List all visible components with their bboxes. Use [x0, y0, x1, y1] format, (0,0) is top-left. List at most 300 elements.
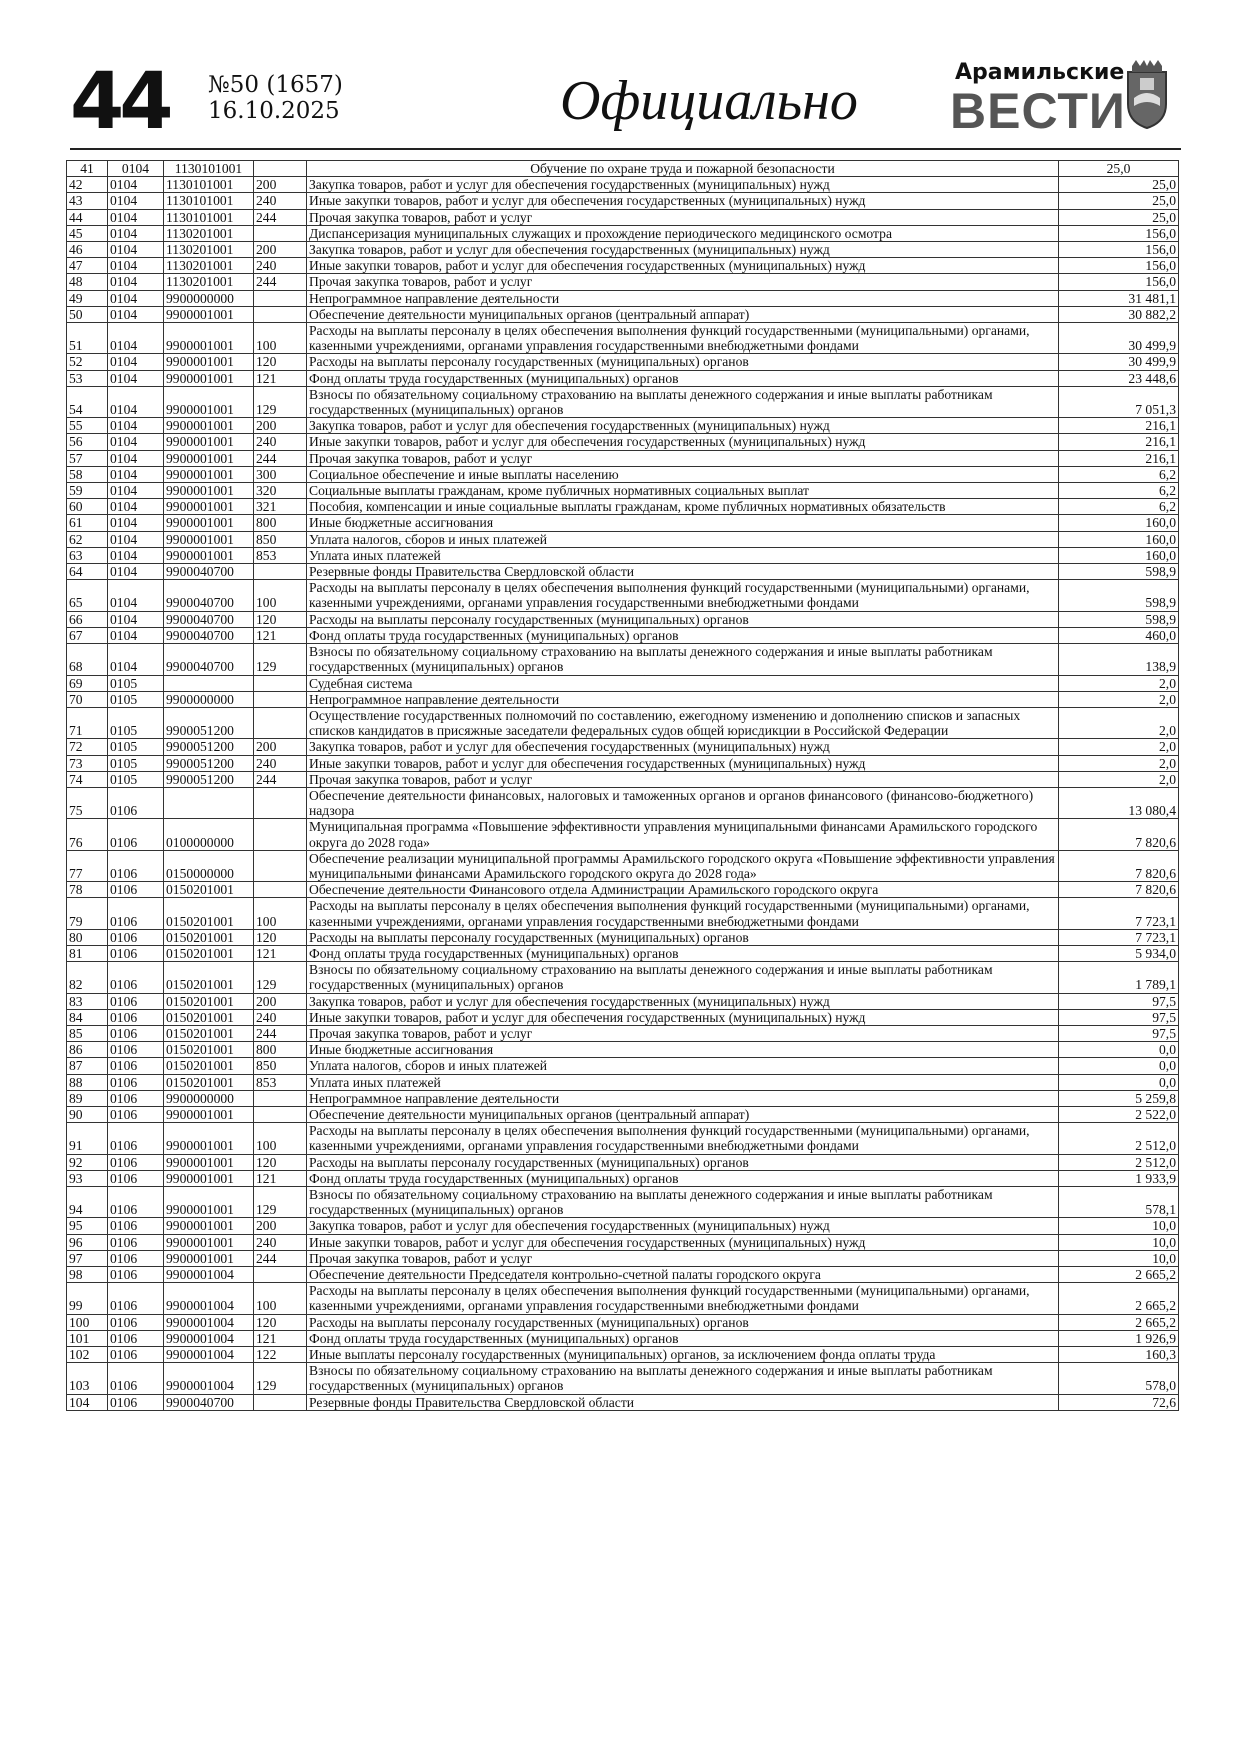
target-code-cell: 9900000000: [164, 290, 254, 306]
description-cell: Расходы на выплаты персоналу в целях обеспечения выполнения функций государственными (муниципальными) органами, казенными учреждениями, органами управления государственными внебюджетными фондами: [307, 1283, 1059, 1314]
amount-cell: 578,1: [1059, 1187, 1179, 1218]
table-row: [67, 580, 1179, 611]
section-code-cell: 0106: [108, 1394, 164, 1410]
table-row: [67, 1250, 1179, 1266]
description-cell: Взносы по обязательному социальному страхованию на выплаты денежного содержания и иные выплаты работникам государственных (муниципальных) органов: [307, 644, 1059, 675]
section-code-cell: 0104: [108, 564, 164, 580]
amount-cell: 31 481,1: [1059, 290, 1179, 306]
description-cell: Осуществление государственных полномочий по составлению, ежегодному изменению и дополнению списков и запасных списков кандидатов в присяжные заседатели федеральных судов общей юрисдикции в Российской Федерации: [307, 707, 1059, 738]
table-row: [67, 787, 1179, 818]
expense-type-cell: 120: [254, 354, 307, 370]
expense-type-cell: [254, 1106, 307, 1122]
expense-type-cell: 244: [254, 1250, 307, 1266]
row-number-cell: 85: [67, 1025, 108, 1041]
table-row: [67, 323, 1179, 354]
description-cell: Закупка товаров, работ и услуг для обеспечения государственных (муниципальных) нужд: [307, 739, 1059, 755]
section-code-cell: 0104: [108, 354, 164, 370]
target-code-cell: 1130101001: [164, 161, 254, 177]
expense-type-cell: 129: [254, 1363, 307, 1394]
section-code-cell: 0106: [108, 1009, 164, 1025]
target-code-cell: 9900001001: [164, 418, 254, 434]
amount-cell: 598,9: [1059, 611, 1179, 627]
target-code-cell: 9900001001: [164, 306, 254, 322]
amount-cell: 97,5: [1059, 993, 1179, 1009]
expense-type-cell: 121: [254, 945, 307, 961]
table-row: [67, 1218, 1179, 1234]
expense-type-cell: 240: [254, 193, 307, 209]
section-code-cell: 0106: [108, 1218, 164, 1234]
table-row: [67, 611, 1179, 627]
target-code-cell: 9900040700: [164, 564, 254, 580]
amount-cell: 138,9: [1059, 644, 1179, 675]
section-code-cell: 0104: [108, 515, 164, 531]
section-code-cell: 0106: [108, 787, 164, 818]
target-code-cell: [164, 675, 254, 691]
description-cell: Иные бюджетные ассигнования: [307, 1042, 1059, 1058]
section-code-cell: 0104: [108, 434, 164, 450]
amount-cell: 2 665,2: [1059, 1283, 1179, 1314]
section-code-cell: 0106: [108, 898, 164, 929]
section-code-cell: 0106: [108, 1283, 164, 1314]
expense-type-cell: 244: [254, 274, 307, 290]
description-cell: Прочая закупка товаров, работ и услуг: [307, 209, 1059, 225]
section-code-cell: 0105: [108, 675, 164, 691]
expense-type-cell: 100: [254, 898, 307, 929]
table-row: [67, 882, 1179, 898]
table-row: [67, 515, 1179, 531]
amount-cell: 25,0: [1059, 193, 1179, 209]
target-code-cell: 9900051200: [164, 771, 254, 787]
amount-cell: 2,0: [1059, 675, 1179, 691]
amount-cell: 97,5: [1059, 1009, 1179, 1025]
target-code-cell: 9900001001: [164, 1154, 254, 1170]
row-number-cell: 103: [67, 1363, 108, 1394]
section-code-cell: 0105: [108, 755, 164, 771]
expense-type-cell: 800: [254, 1042, 307, 1058]
row-number-cell: 72: [67, 739, 108, 755]
section-code-cell: 0106: [108, 1314, 164, 1330]
target-code-cell: 9900040700: [164, 644, 254, 675]
expense-type-cell: [254, 290, 307, 306]
target-code-cell: 0150201001: [164, 898, 254, 929]
target-code-cell: 9900001001: [164, 1218, 254, 1234]
target-code-cell: 9900001001: [164, 1170, 254, 1186]
table-row: [67, 450, 1179, 466]
amount-cell: 7 723,1: [1059, 898, 1179, 929]
section-code-cell: 0104: [108, 225, 164, 241]
expense-type-cell: [254, 819, 307, 850]
target-code-cell: 9900001001: [164, 450, 254, 466]
expense-type-cell: [254, 850, 307, 881]
description-cell: Иные закупки товаров, работ и услуг для обеспечения государственных (муниципальных) нужд: [307, 755, 1059, 771]
table-row: [67, 627, 1179, 643]
issue-info: [208, 72, 343, 124]
section-code-cell: 0104: [108, 161, 164, 177]
row-number-cell: 46: [67, 242, 108, 258]
section-code-cell: 0104: [108, 290, 164, 306]
amount-cell: 156,0: [1059, 242, 1179, 258]
row-number-cell: 98: [67, 1267, 108, 1283]
expense-type-cell: 244: [254, 209, 307, 225]
table-row: [67, 258, 1179, 274]
section-code-cell: 0104: [108, 418, 164, 434]
section-code-cell: 0104: [108, 483, 164, 499]
row-number-cell: 82: [67, 962, 108, 993]
expense-type-cell: 853: [254, 1074, 307, 1090]
table-row: [67, 1330, 1179, 1346]
description-cell: Закупка товаров, работ и услуг для обеспечения государственных (муниципальных) нужд: [307, 993, 1059, 1009]
section-code-cell: 0104: [108, 499, 164, 515]
row-number-cell: 57: [67, 450, 108, 466]
expense-type-cell: [254, 225, 307, 241]
row-number-cell: 90: [67, 1106, 108, 1122]
row-number-cell: 102: [67, 1347, 108, 1363]
description-cell: Социальное обеспечение и иные выплаты населению: [307, 466, 1059, 482]
amount-cell: 10,0: [1059, 1234, 1179, 1250]
description-cell: Фонд оплаты труда государственных (муниципальных) органов: [307, 370, 1059, 386]
amount-cell: 160,0: [1059, 515, 1179, 531]
description-cell: Иные закупки товаров, работ и услуг для обеспечения государственных (муниципальных) нужд: [307, 193, 1059, 209]
section-code-cell: 0106: [108, 1234, 164, 1250]
table-row: [67, 771, 1179, 787]
table-row: [67, 483, 1179, 499]
row-number-cell: 47: [67, 258, 108, 274]
target-code-cell: 9900001001: [164, 1123, 254, 1154]
table-row: [67, 386, 1179, 417]
amount-cell: 25,0: [1059, 161, 1179, 177]
row-number-cell: 64: [67, 564, 108, 580]
description-cell: Взносы по обязательному социальному страхованию на выплаты денежного содержания и иные выплаты работникам государственных (муниципальных) органов: [307, 1363, 1059, 1394]
section-code-cell: 0105: [108, 739, 164, 755]
description-cell: Расходы на выплаты персоналу государственных (муниципальных) органов: [307, 1314, 1059, 1330]
row-number-cell: 52: [67, 354, 108, 370]
section-code-cell: 0105: [108, 771, 164, 787]
table-row: [67, 819, 1179, 850]
amount-cell: 1 926,9: [1059, 1330, 1179, 1346]
expense-type-cell: 240: [254, 1234, 307, 1250]
description-cell: Взносы по обязательному социальному страхованию на выплаты денежного содержания и иные выплаты работникам государственных (муниципальных) органов: [307, 386, 1059, 417]
section-code-cell: 0104: [108, 370, 164, 386]
amount-cell: 10,0: [1059, 1218, 1179, 1234]
table-row: [67, 370, 1179, 386]
amount-cell: 2,0: [1059, 755, 1179, 771]
target-code-cell: 0150201001: [164, 929, 254, 945]
amount-cell: 156,0: [1059, 258, 1179, 274]
expense-type-cell: 200: [254, 993, 307, 1009]
target-code-cell: 9900001001: [164, 370, 254, 386]
amount-cell: 2,0: [1059, 691, 1179, 707]
amount-cell: 6,2: [1059, 466, 1179, 482]
amount-cell: 216,1: [1059, 434, 1179, 450]
row-number-cell: 78: [67, 882, 108, 898]
description-cell: Резервные фонды Правительства Свердловской области: [307, 1394, 1059, 1410]
table-row: [67, 1170, 1179, 1186]
amount-cell: 30 882,2: [1059, 306, 1179, 322]
amount-cell: 2,0: [1059, 707, 1179, 738]
expense-type-cell: 200: [254, 739, 307, 755]
section-code-cell: 0106: [108, 1123, 164, 1154]
section-code-cell: 0104: [108, 177, 164, 193]
target-code-cell: 9900051200: [164, 755, 254, 771]
target-code-cell: 1130101001: [164, 209, 254, 225]
section-code-cell: 0105: [108, 691, 164, 707]
row-number-cell: 61: [67, 515, 108, 531]
expense-type-cell: 129: [254, 962, 307, 993]
target-code-cell: 9900001004: [164, 1314, 254, 1330]
expense-type-cell: 200: [254, 242, 307, 258]
description-cell: Непрограммное направление деятельности: [307, 1090, 1059, 1106]
row-number-cell: 41: [67, 161, 108, 177]
expense-type-cell: 244: [254, 1025, 307, 1041]
section-code-cell: 0105: [108, 707, 164, 738]
section-code-cell: 0104: [108, 450, 164, 466]
description-cell: Расходы на выплаты персоналу в целях обеспечения выполнения функций государственными (муниципальными) органами, казенными учреждениями, органами управления государственными внебюджетными фондами: [307, 323, 1059, 354]
table-row: [67, 306, 1179, 322]
target-code-cell: 9900040700: [164, 580, 254, 611]
target-code-cell: 0150000000: [164, 850, 254, 881]
target-code-cell: 9900001001: [164, 386, 254, 417]
description-cell: Резервные фонды Правительства Свердловской области: [307, 564, 1059, 580]
row-number-cell: 89: [67, 1090, 108, 1106]
target-code-cell: 9900001004: [164, 1347, 254, 1363]
expense-type-cell: 100: [254, 580, 307, 611]
description-cell: Взносы по обязательному социальному страхованию на выплаты денежного содержания и иные выплаты работникам государственных (муниципальных) органов: [307, 1187, 1059, 1218]
row-number-cell: 80: [67, 929, 108, 945]
table-row: [67, 945, 1179, 961]
target-code-cell: 9900001001: [164, 1106, 254, 1122]
section-title: Официально: [560, 70, 858, 132]
section-code-cell: 0106: [108, 1187, 164, 1218]
description-cell: Расходы на выплаты персоналу государственных (муниципальных) органов: [307, 611, 1059, 627]
coat-of-arms-icon: [1122, 58, 1172, 130]
table-row: [67, 1042, 1179, 1058]
amount-cell: 1 933,9: [1059, 1170, 1179, 1186]
section-code-cell: 0104: [108, 323, 164, 354]
description-cell: Иные бюджетные ассигнования: [307, 515, 1059, 531]
amount-cell: 598,9: [1059, 580, 1179, 611]
row-number-cell: 56: [67, 434, 108, 450]
expense-type-cell: 129: [254, 1187, 307, 1218]
row-number-cell: 99: [67, 1283, 108, 1314]
target-code-cell: 9900051200: [164, 739, 254, 755]
amount-cell: 6,2: [1059, 499, 1179, 515]
table-row: [67, 739, 1179, 755]
table-row: [67, 675, 1179, 691]
budget-table: [66, 160, 1179, 1411]
section-code-cell: 0104: [108, 386, 164, 417]
target-code-cell: 9900001004: [164, 1283, 254, 1314]
row-number-cell: 43: [67, 193, 108, 209]
row-number-cell: 53: [67, 370, 108, 386]
target-code-cell: 9900001001: [164, 547, 254, 563]
expense-type-cell: 240: [254, 755, 307, 771]
amount-cell: 460,0: [1059, 627, 1179, 643]
expense-type-cell: [254, 882, 307, 898]
row-number-cell: 95: [67, 1218, 108, 1234]
amount-cell: 7 820,6: [1059, 882, 1179, 898]
description-cell: Иные закупки товаров, работ и услуг для обеспечения государственных (муниципальных) нужд: [307, 258, 1059, 274]
amount-cell: 0,0: [1059, 1074, 1179, 1090]
table-row: [67, 1394, 1179, 1410]
expense-type-cell: 200: [254, 418, 307, 434]
table-row: [67, 850, 1179, 881]
amount-cell: 97,5: [1059, 1025, 1179, 1041]
table-row: [67, 242, 1179, 258]
table-row: [67, 290, 1179, 306]
target-code-cell: 1130101001: [164, 177, 254, 193]
target-code-cell: 0150201001: [164, 962, 254, 993]
target-code-cell: 9900001001: [164, 483, 254, 499]
section-code-cell: 0104: [108, 611, 164, 627]
description-cell: Обеспечение деятельности Финансового отдела Администрации Арамильского городского округа: [307, 882, 1059, 898]
expense-type-cell: [254, 787, 307, 818]
target-code-cell: 1130201001: [164, 242, 254, 258]
section-code-cell: 0104: [108, 466, 164, 482]
row-number-cell: 91: [67, 1123, 108, 1154]
section-code-cell: 0106: [108, 1267, 164, 1283]
description-cell: Обеспечение деятельности муниципальных органов (центральный аппарат): [307, 1106, 1059, 1122]
section-code-cell: 0104: [108, 580, 164, 611]
expense-type-cell: 200: [254, 177, 307, 193]
row-number-cell: 86: [67, 1042, 108, 1058]
section-code-cell: 0104: [108, 306, 164, 322]
expense-type-cell: 244: [254, 771, 307, 787]
description-cell: Пособия, компенсации и иные социальные выплаты гражданам, кроме публичных нормативных обязательств: [307, 499, 1059, 515]
description-cell: Муниципальная программа «Повышение эффективности управления муниципальными финансами Арамильского городского округа до 2028 года»: [307, 819, 1059, 850]
description-cell: Прочая закупка товаров, работ и услуг: [307, 771, 1059, 787]
table-row: [67, 274, 1179, 290]
target-code-cell: 9900000000: [164, 691, 254, 707]
description-cell: Расходы на выплаты персоналу государственных (муниципальных) органов: [307, 354, 1059, 370]
row-number-cell: 48: [67, 274, 108, 290]
description-cell: Фонд оплаты труда государственных (муниципальных) органов: [307, 1330, 1059, 1346]
target-code-cell: 0150201001: [164, 945, 254, 961]
description-cell: Обеспечение деятельности финансовых, налоговых и таможенных органов и органов финансового (финансово-бюджетного) надзора: [307, 787, 1059, 818]
description-cell: Прочая закупка товаров, работ и услуг: [307, 450, 1059, 466]
amount-cell: 30 499,9: [1059, 354, 1179, 370]
expense-type-cell: 100: [254, 323, 307, 354]
table-row: [67, 354, 1179, 370]
amount-cell: 0,0: [1059, 1058, 1179, 1074]
section-code-cell: 0106: [108, 1170, 164, 1186]
row-number-cell: 93: [67, 1170, 108, 1186]
table-row: [67, 547, 1179, 563]
section-code-cell: 0104: [108, 258, 164, 274]
section-code-cell: 0106: [108, 1363, 164, 1394]
description-cell: Расходы на выплаты персоналу в целях обеспечения выполнения функций государственными (муниципальными) органами, казенными учреждениями, органами управления государственными внебюджетными фондами: [307, 580, 1059, 611]
amount-cell: 156,0: [1059, 274, 1179, 290]
amount-cell: 2,0: [1059, 739, 1179, 755]
description-cell: Обеспечение реализации муниципальной программы Арамильского городского округа «Повышение эффективности управления муниципальными финансами Арамильского городского округа до 2028 года»: [307, 850, 1059, 881]
amount-cell: 5 259,8: [1059, 1090, 1179, 1106]
target-code-cell: 9900001001: [164, 354, 254, 370]
target-code-cell: 9900001001: [164, 1234, 254, 1250]
description-cell: Расходы на выплаты персоналу государственных (муниципальных) органов: [307, 929, 1059, 945]
expense-type-cell: 122: [254, 1347, 307, 1363]
target-code-cell: 0150201001: [164, 1009, 254, 1025]
section-code-cell: 0104: [108, 193, 164, 209]
table-row: [67, 466, 1179, 482]
table-row: [67, 161, 1179, 177]
description-cell: Фонд оплаты труда государственных (муниципальных) органов: [307, 945, 1059, 961]
table-row: [67, 1058, 1179, 1074]
table-row: [67, 1314, 1179, 1330]
expense-type-cell: 120: [254, 611, 307, 627]
target-code-cell: 9900001001: [164, 499, 254, 515]
section-code-cell: 0106: [108, 1074, 164, 1090]
target-code-cell: 1130201001: [164, 274, 254, 290]
expense-type-cell: [254, 306, 307, 322]
target-code-cell: 9900040700: [164, 611, 254, 627]
table-row: [67, 193, 1179, 209]
row-number-cell: 63: [67, 547, 108, 563]
page-number: 44: [70, 57, 169, 147]
description-cell: Прочая закупка товаров, работ и услуг: [307, 1025, 1059, 1041]
row-number-cell: 55: [67, 418, 108, 434]
amount-cell: 10,0: [1059, 1250, 1179, 1266]
page-header: [70, 58, 1180, 150]
row-number-cell: 79: [67, 898, 108, 929]
amount-cell: 7 820,6: [1059, 850, 1179, 881]
description-cell: Судебная система: [307, 675, 1059, 691]
expense-type-cell: 853: [254, 547, 307, 563]
description-cell: Иные закупки товаров, работ и услуг для обеспечения государственных (муниципальных) нужд: [307, 1009, 1059, 1025]
target-code-cell: 0150201001: [164, 1025, 254, 1041]
row-number-cell: 42: [67, 177, 108, 193]
amount-cell: 7 820,6: [1059, 819, 1179, 850]
table-row: [67, 1074, 1179, 1090]
expense-type-cell: 120: [254, 929, 307, 945]
target-code-cell: 0150201001: [164, 993, 254, 1009]
description-cell: Уплата иных платежей: [307, 547, 1059, 563]
table-row: [67, 1363, 1179, 1394]
target-code-cell: 9900051200: [164, 707, 254, 738]
expense-type-cell: 121: [254, 1330, 307, 1346]
description-cell: Иные закупки товаров, работ и услуг для обеспечения государственных (муниципальных) нужд: [307, 434, 1059, 450]
description-cell: Закупка товаров, работ и услуг для обеспечения государственных (муниципальных) нужд: [307, 418, 1059, 434]
description-cell: Взносы по обязательному социальному страхованию на выплаты денежного содержания и иные выплаты работникам государственных (муниципальных) органов: [307, 962, 1059, 993]
amount-cell: 13 080,4: [1059, 787, 1179, 818]
section-code-cell: 0106: [108, 819, 164, 850]
target-code-cell: 0150201001: [164, 1074, 254, 1090]
row-number-cell: 97: [67, 1250, 108, 1266]
expense-type-cell: 121: [254, 627, 307, 643]
amount-cell: 0,0: [1059, 1042, 1179, 1058]
section-code-cell: 0104: [108, 209, 164, 225]
description-cell: Уплата налогов, сборов и иных платежей: [307, 1058, 1059, 1074]
section-code-cell: 0106: [108, 962, 164, 993]
expense-type-cell: [254, 1090, 307, 1106]
expense-type-cell: 300: [254, 466, 307, 482]
expense-type-cell: 321: [254, 499, 307, 515]
row-number-cell: 101: [67, 1330, 108, 1346]
expense-type-cell: [254, 1394, 307, 1410]
amount-cell: 216,1: [1059, 450, 1179, 466]
brand-top: Арамильские: [955, 60, 1125, 85]
row-number-cell: 92: [67, 1154, 108, 1170]
row-number-cell: 73: [67, 755, 108, 771]
table-row: [67, 1009, 1179, 1025]
table-row: [67, 755, 1179, 771]
amount-cell: 1 789,1: [1059, 962, 1179, 993]
table-row: [67, 644, 1179, 675]
row-number-cell: 88: [67, 1074, 108, 1090]
expense-type-cell: [254, 1267, 307, 1283]
description-cell: Обучение по охране труда и пожарной безопасности: [307, 161, 1059, 177]
table-row: [67, 531, 1179, 547]
row-number-cell: 96: [67, 1234, 108, 1250]
description-cell: Закупка товаров, работ и услуг для обеспечения государственных (муниципальных) нужд: [307, 177, 1059, 193]
